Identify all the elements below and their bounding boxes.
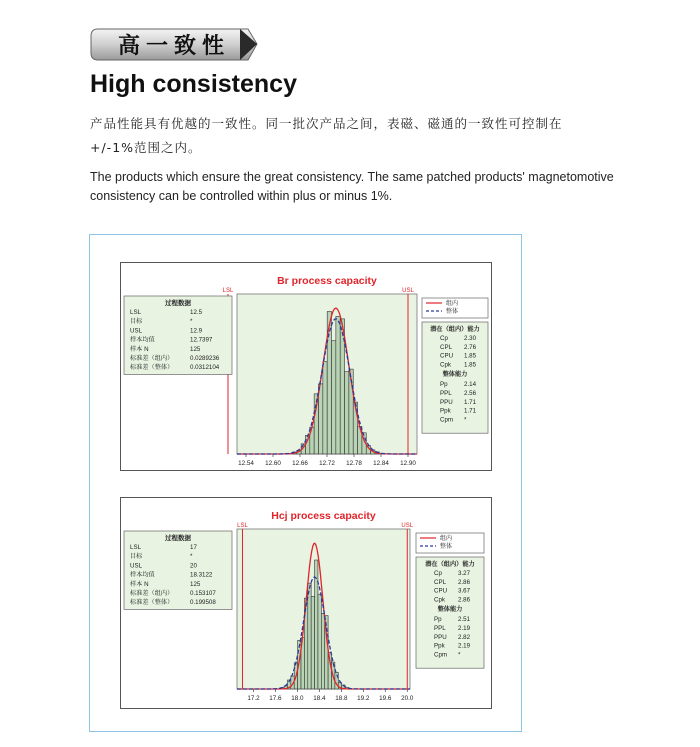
br-capability-svg (120, 262, 492, 471)
process-data-label: 标准差（组内） (130, 590, 174, 597)
hcj-capability-chart (120, 497, 492, 713)
x-tick-label: 19.2 (357, 695, 370, 702)
histogram-bar (336, 316, 340, 454)
within-capability-title: 潜在（组内）能力 (425, 561, 475, 568)
overall-capability-value: 2.19 (458, 642, 471, 650)
process-data-value: 20 (190, 562, 197, 570)
process-data-label: USL (130, 327, 143, 335)
within-capability-label: Cpk (440, 361, 452, 369)
overall-capability-label: Ppk (440, 407, 451, 415)
overall-capability-value: 2.82 (458, 633, 471, 641)
lsl-label: LSL (237, 523, 248, 529)
overall-capability-value: 2.19 (458, 625, 471, 632)
process-data-label: 样本 N (130, 580, 149, 588)
histogram-bar (318, 594, 321, 689)
overall-capability-title: 整体能力 (442, 371, 468, 379)
process-data-label: LSL (130, 309, 142, 316)
histogram-bar (311, 596, 314, 689)
process-data-value: 0.0289236 (190, 355, 220, 362)
hcj-capability-svg (120, 497, 492, 709)
overall-capability-label: PPU (434, 633, 447, 641)
x-tick-label: 12.54 (238, 460, 254, 467)
histogram-bar (308, 583, 311, 689)
lsl-label: LSL (222, 288, 234, 294)
process-data-panel (124, 296, 232, 374)
overall-capability-label: Cpm (434, 651, 448, 659)
process-data-value: 12.9 (190, 327, 203, 335)
process-data-value: 0.199508 (190, 599, 216, 607)
within-capability-value: 2.86 (458, 578, 471, 586)
within-capability-value: 3.67 (458, 587, 471, 595)
within-capability-label: CPL (434, 578, 447, 586)
x-tick-label: 12.90 (400, 460, 416, 467)
x-tick-label: 17.2 (247, 695, 260, 702)
x-tick-label: 18.8 (335, 695, 348, 702)
overall-capability-value: 2.14 (464, 381, 477, 389)
within-capability-title: 潜在（组内）能力 (430, 326, 480, 333)
intro-chinese (90, 112, 630, 160)
process-data-label: 样本 N (130, 345, 149, 353)
process-data-value: * (190, 318, 193, 326)
histogram-bar (323, 362, 327, 454)
chart-title: Hcj process capacity (271, 510, 376, 522)
process-data-label: 目标 (130, 553, 143, 561)
legend-label: 整体 (440, 544, 453, 550)
process-data-value: * (190, 553, 193, 561)
process-data-label: 样本均值 (130, 571, 155, 579)
x-tick-label: 12.66 (292, 460, 308, 467)
overall-capability-value: 2.51 (458, 616, 471, 624)
overall-capability-value: 2.56 (464, 390, 477, 397)
overall-capability-value: * (464, 416, 467, 424)
process-data-value: 125 (190, 345, 201, 353)
process-data-label: USL (130, 562, 143, 570)
process-data-value: 17 (190, 544, 197, 551)
intro-chinese-line-2: +/-1%范围之内。 (90, 140, 202, 155)
overall-capability-label: PPU (440, 398, 453, 406)
process-data-value: 0.153107 (190, 590, 216, 597)
process-data-title: 过程数据 (165, 300, 191, 307)
within-capability-label: CPU (434, 587, 448, 595)
overall-capability-label: PPL (434, 625, 446, 632)
within-capability-label: CPU (440, 352, 454, 360)
x-tick-label: 12.84 (373, 460, 389, 467)
process-data-label: 标准差（整体） (130, 599, 174, 607)
process-data-label: LSL (130, 544, 142, 551)
histogram-bar (315, 560, 318, 689)
overall-capability-label: Ppk (434, 642, 445, 650)
process-data-panel (124, 531, 232, 609)
section-banner (90, 28, 258, 61)
overall-capability-value: 1.71 (464, 407, 477, 415)
legend-label: 整体 (446, 309, 459, 315)
process-data-label: 目标 (130, 318, 143, 326)
chart-title: Br process capacity (277, 275, 377, 287)
histogram-bar (314, 394, 318, 454)
process-data-label: 样本均值 (130, 336, 155, 344)
within-capability-value: 1.85 (464, 352, 477, 360)
banner-title: 高一致性 (117, 34, 230, 59)
process-data-value: 18.3122 (190, 571, 213, 579)
within-capability-value: 3.27 (458, 570, 471, 577)
overall-capability-title: 整体能力 (437, 606, 463, 614)
x-tick-label: 12.78 (346, 460, 362, 467)
intro-english: The products which ensure the great consistency. The same patched products' magnetomotive consistency can be controlled within plus or minus 1%. (90, 170, 614, 203)
x-tick-label: 18.4 (313, 695, 326, 702)
x-tick-label: 12.60 (265, 460, 281, 467)
overall-capability-label: Pp (440, 381, 448, 389)
histogram-bar (305, 435, 309, 454)
usl-label: USL (402, 288, 414, 294)
overall-capability-label: Cpm (440, 416, 454, 424)
overall-capability-value: * (458, 651, 461, 659)
within-capability-label: Cpk (434, 596, 446, 604)
within-capability-label: CPL (440, 343, 453, 351)
x-tick-label: 12.72 (319, 460, 335, 467)
x-tick-label: 19.6 (379, 695, 392, 702)
process-data-title: 过程数据 (165, 535, 191, 542)
page-heading: High consistency (90, 70, 297, 98)
br-capability-chart (120, 262, 492, 475)
histogram-bar (319, 384, 323, 454)
usl-label: USL (401, 523, 414, 529)
intro-chinese-line-1: 产品性能具有优越的一致性。同一批次产品之间，表磁、磁通的一致性可控制在 (90, 116, 563, 131)
overall-capability-label: Pp (434, 616, 442, 624)
histogram-bar (321, 613, 324, 689)
legend-label: 组内 (440, 536, 453, 542)
within-capability-label: Cp (434, 570, 442, 577)
histogram-bar (332, 341, 336, 454)
within-capability-value: 2.30 (464, 335, 477, 342)
process-data-value: 0.0312104 (190, 364, 220, 372)
process-data-value: 12.5 (190, 309, 203, 316)
within-capability-value: 1.85 (464, 361, 477, 369)
legend-label: 组内 (446, 301, 459, 307)
histogram-bar (345, 372, 349, 454)
within-capability-value: 2.86 (458, 596, 471, 604)
process-data-label: 标准差（组内） (130, 355, 174, 362)
overall-capability-value: 1.71 (464, 398, 477, 406)
x-tick-label: 18.0 (291, 695, 304, 702)
within-capability-value: 2.76 (464, 343, 477, 351)
x-tick-label: 20.0 (401, 695, 414, 702)
within-capability-label: Cp (440, 335, 448, 342)
x-tick-label: 17.6 (269, 695, 282, 702)
process-data-value: 125 (190, 580, 201, 588)
process-data-label: 标准差（整体） (130, 364, 174, 372)
process-data-value: 12.7397 (190, 336, 213, 344)
overall-capability-label: PPL (440, 390, 452, 397)
